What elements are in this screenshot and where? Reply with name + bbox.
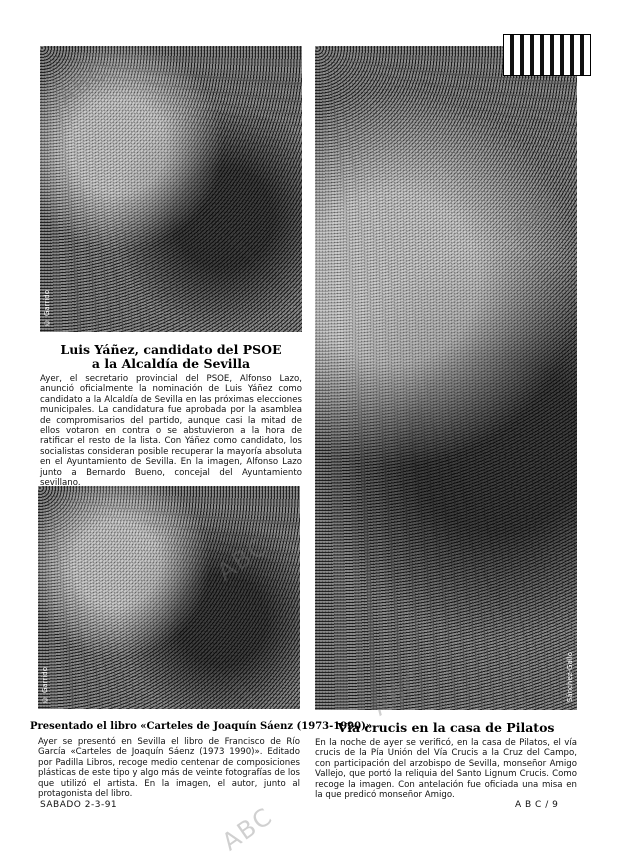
abc-logo-box [503,34,591,76]
abc-watermark: ABC [506,186,569,242]
headline-line: Luis Yáñez, candidato del PSOE [60,342,282,357]
abc-watermark: ABC [216,801,279,856]
abc-watermark: ABC [211,531,274,587]
footer-page: A B C / 9 [515,800,559,810]
article-body-carteles: Ayer se presentó en Sevilla el libro de Francisco de Río García «Carteles de Joaquín Sáenz (1973 1990)». Editado por Padilla Libros, recoge medio centenar de composiciones plásticas de este tipo y algo más de veinte fotografías de los que utilizó el artista. En la imagen, el autor, junto al protagonista del libro. [38,737,300,800]
photo-carteles [38,486,300,709]
abc-watermark: ABC [51,56,114,112]
abc-watermark: ABC [366,666,429,722]
article-body-via-crucis: En la noche de ayer se verificó, en la casa de Pilatos, el vía crucis de la Pía Unión del Vía Crucis a la Cruz del Campo, con participación del arzobispo de Sevilla, monseñor Amigo Vallejo, que portó la reliquia del Santo Lignum Crucis. Como recoge la imagen. Con antelación fue oficiada una misa en la que predicó monseñor Amigo. [315,738,577,801]
photo-via-crucis [315,46,577,710]
photo-yanez [40,46,302,332]
headline-via-crucis: Vía crucis en la casa de Pilatos [337,720,555,735]
photo-credit: Sánchez-Gallo [566,651,574,702]
headline-line: a la Alcaldía de Sevilla [91,356,251,371]
footer-date: SABADO 2-3-91 [40,800,118,810]
photo-credit: © Garrido [43,289,51,326]
article-body-yanez: Ayer, el secretario provincial del PSOE, Alfonso Lazo, anunció oficialmente la nominación de Luis Yáñez como candidato a la Alcaldía de Sevilla en las próximas elecciones municipales. La candidatura fue aprobada por la asamblea de compromisarios del partido, aunque casi la mitad de ellos votaron en contra o se abstuvieron a la hora de ratificar el resto de la lista. Con Yáñez como candidato, los socialistas consideran posible recuperar la mayoría absoluta en el Ayuntamiento de Sevilla. En la imagen, Alfonso Lazo junto a Bernardo Bueno, concejal del Ayuntamiento sevillano. [40,374,302,489]
photo-credit: © Garrido [41,666,49,703]
headline-carteles: Presentado el libro «Carteles de Joaquín Sáenz (1973-1990)» [30,721,373,732]
headline-yanez [40,343,302,371]
